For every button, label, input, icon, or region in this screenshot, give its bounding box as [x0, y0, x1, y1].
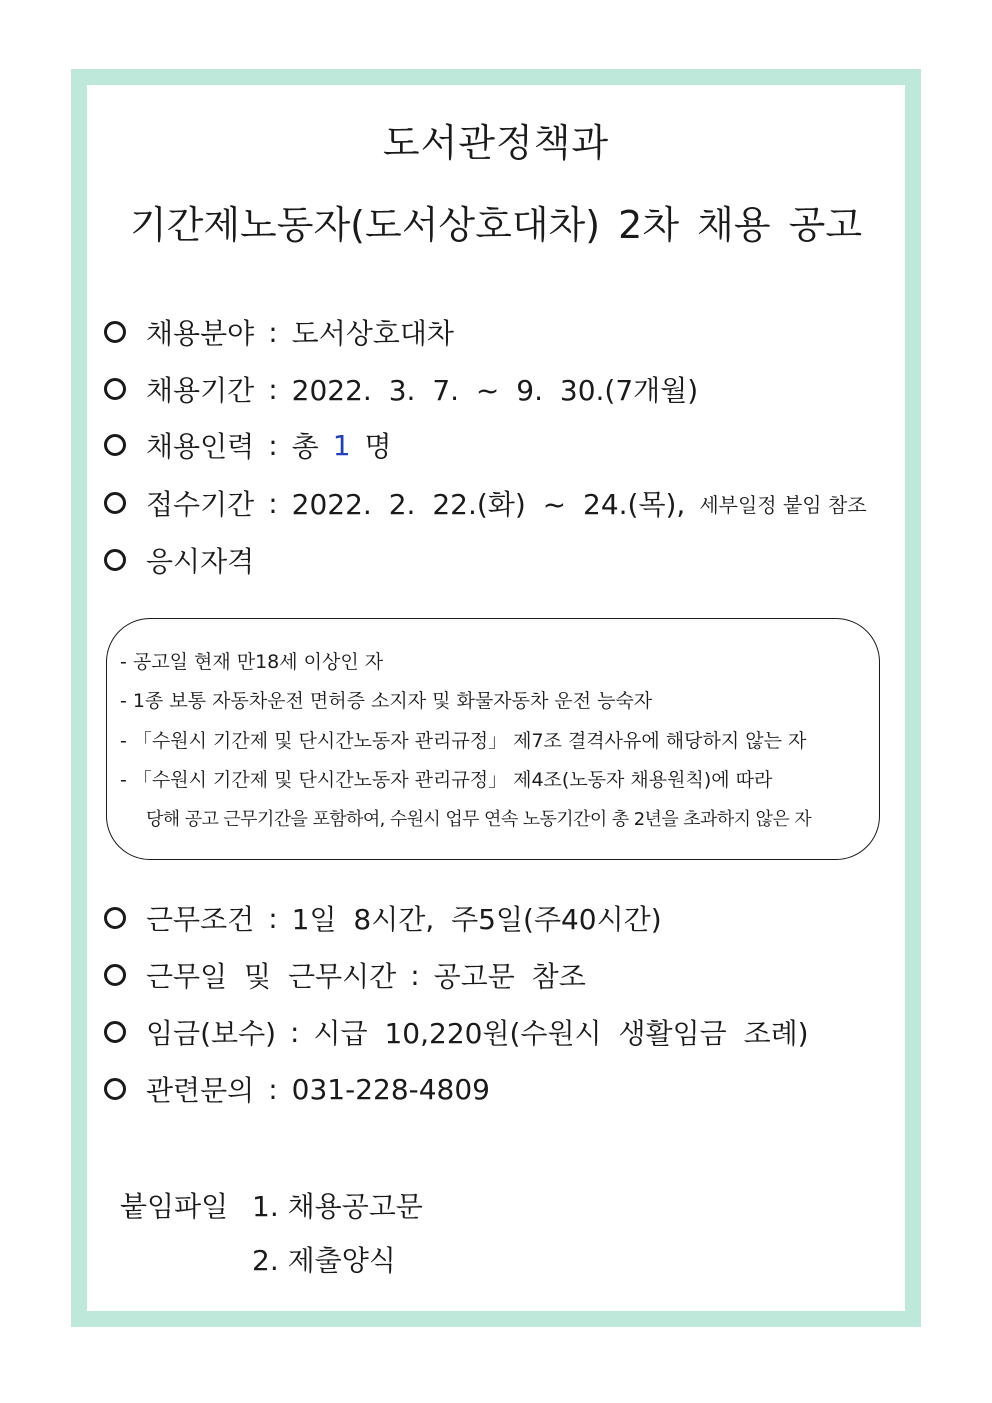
- item-separator: :: [290, 1015, 300, 1049]
- attachment-file[interactable]: 2. 제출양식: [252, 1244, 396, 1277]
- notice-title: 기간제노동자(도서상호대차) 2차 채용 공고: [129, 203, 863, 247]
- item-label: 응시자격: [146, 545, 255, 578]
- department-title: 도서관정책과: [382, 121, 610, 165]
- qualification-line: - 「수원시 기간제 및 단시간노동자 관리규정」 제7조 결격사유에 해당하지 않는 자: [120, 729, 807, 752]
- item-value: 공고문 참조: [433, 960, 586, 993]
- item-label: 접수기간: [146, 488, 255, 521]
- item-separator: :: [268, 1072, 278, 1106]
- item-qualification: [104, 538, 254, 582]
- qualification-line: - 「수원시 기간제 및 단시간노동자 관리규정」 제4조(노동자 채용원칙)에 따라: [120, 768, 773, 791]
- item-value-suffix: 명: [364, 430, 392, 463]
- item-period: [104, 367, 698, 411]
- qualification-line: - 1종 보통 자동차운전 면허증 소지자 및 화물자동차 운전 능숙자: [120, 689, 653, 712]
- item-value-count: 1: [332, 428, 351, 462]
- item-separator: :: [268, 901, 278, 935]
- item-value: 031-228-4809: [291, 1072, 490, 1106]
- item-label: 근무일 및 근무시간: [146, 960, 397, 993]
- item-label: 채용인력: [146, 430, 255, 463]
- circle-bullet-icon: [104, 321, 126, 343]
- item-wage: [104, 1010, 809, 1054]
- item-label: 채용기간: [146, 374, 255, 407]
- circle-bullet-icon: [104, 964, 126, 986]
- item-value: 시급 10,220원(수원시 생활임금 조례): [313, 1017, 809, 1050]
- item-label: 임금(보수): [146, 1017, 277, 1050]
- circle-bullet-icon: [104, 1021, 126, 1043]
- attachments-label: 붙임파일: [120, 1190, 229, 1223]
- item-work-days: [104, 953, 586, 997]
- item-label: 관련문의: [146, 1074, 255, 1107]
- item-headcount: [104, 423, 392, 467]
- item-label: 채용분야: [146, 317, 255, 350]
- item-application-period: [104, 481, 867, 525]
- item-field: [104, 310, 454, 354]
- item-separator: :: [268, 486, 278, 520]
- item-separator: :: [268, 428, 278, 462]
- item-separator: :: [268, 315, 278, 349]
- circle-bullet-icon: [104, 434, 126, 456]
- circle-bullet-icon: [104, 492, 126, 514]
- item-value: 1일 8시간, 주5일(주40시간): [291, 903, 662, 936]
- circle-bullet-icon: [104, 907, 126, 929]
- qualification-line: - 공고일 현재 만18세 이상인 자: [120, 650, 384, 673]
- item-label: 근무조건: [146, 903, 255, 936]
- item-value: 2022. 3. 7. ~ 9. 30.(7개월): [291, 374, 699, 407]
- item-work-conditions: [104, 896, 662, 940]
- item-value: 2022. 2. 22.(화) ~ 24.(목),: [291, 488, 686, 521]
- item-contact: [104, 1067, 490, 1111]
- qualification-line-continued: 당해 공고 근무기간을 포함하여, 수원시 업무 연속 노동기간이 총 2년을 초과하지 않은 자: [146, 809, 812, 830]
- item-note: 세부일정 붙임 참조: [699, 492, 867, 517]
- circle-bullet-icon: [104, 378, 126, 400]
- attachment-file[interactable]: 1. 채용공고문: [252, 1190, 423, 1223]
- circle-bullet-icon: [104, 549, 126, 571]
- item-value-prefix: 총: [291, 430, 319, 463]
- circle-bullet-icon: [104, 1078, 126, 1100]
- item-separator: :: [410, 958, 420, 992]
- item-value: 도서상호대차: [291, 317, 454, 350]
- item-separator: :: [268, 372, 278, 406]
